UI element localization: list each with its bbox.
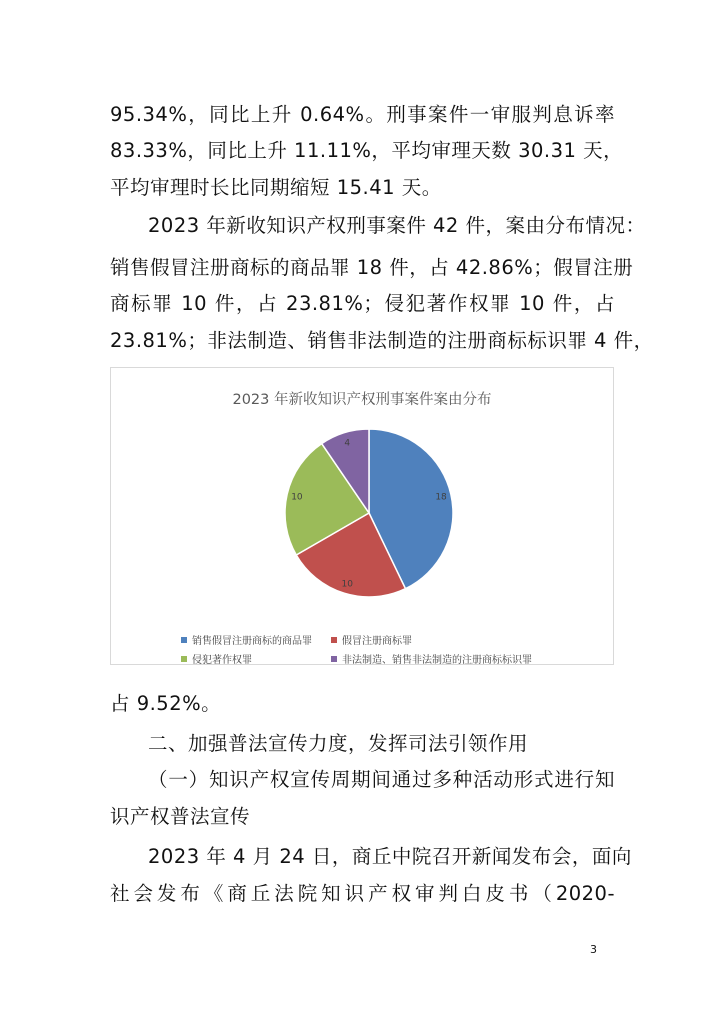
data-label: 4 bbox=[344, 438, 351, 449]
legend-label: 销售假冒注册商标的商品罪 bbox=[192, 636, 312, 647]
pie-chart-container bbox=[110, 367, 614, 665]
body-text-line: 2023 年新收知识产权刑事案件 42 件，案由分布情况： bbox=[148, 214, 646, 237]
body-text-line: 平均审理时长比同期缩短 15.41 天。 bbox=[110, 176, 442, 199]
legend-item bbox=[181, 632, 312, 647]
body-text-line: 销售假冒注册商标的商品罪 18 件，占 42.86%；假冒注册 bbox=[110, 256, 634, 279]
pie-chart bbox=[111, 368, 615, 666]
subsection-heading: 识产权普法宣传 bbox=[110, 805, 251, 828]
data-label: 10 bbox=[341, 579, 353, 590]
data-label: 10 bbox=[291, 492, 303, 503]
body-text-line: 23.81%；非法制造、销售非法制造的注册商标标识罪 4 件， bbox=[110, 329, 654, 352]
legend-label: 非法制造、销售非法制造的注册商标标识罪 bbox=[342, 655, 532, 666]
body-text-line: 95.34%，同比上升 0.64%。刑事案件一审服判息诉率 bbox=[110, 103, 615, 126]
legend-swatch bbox=[331, 637, 337, 643]
legend-label: 侵犯著作权罪 bbox=[192, 655, 252, 666]
legend-label: 假冒注册商标罪 bbox=[342, 636, 412, 647]
legend-item bbox=[331, 632, 412, 647]
body-text-line: 2023 年 4 月 24 日，商丘中院召开新闻发布会，面向 bbox=[148, 845, 632, 868]
body-text-line: 社会发布《商丘法院知识产权审判白皮书（2020- bbox=[110, 882, 615, 905]
legend-swatch bbox=[181, 637, 187, 643]
body-text-line: 商标罪 10 件，占 23.81%；侵犯著作权罪 10 件，占 bbox=[110, 292, 615, 315]
chart-title: 2023 年新收知识产权刑事案件案由分布 bbox=[232, 392, 492, 408]
data-label: 18 bbox=[435, 492, 447, 503]
section-heading: 二、加强普法宣传力度，发挥司法引领作用 bbox=[148, 732, 529, 755]
page-number: 3 bbox=[590, 943, 597, 956]
legend-swatch bbox=[181, 656, 187, 662]
body-text-line: 83.33%，同比上升 11.11%，平均审理天数 30.31 天， bbox=[110, 139, 624, 162]
legend-item bbox=[331, 651, 532, 666]
legend-item bbox=[181, 651, 252, 666]
body-text-line: 占 9.52%。 bbox=[110, 692, 222, 715]
legend-swatch bbox=[331, 656, 337, 662]
subsection-heading: （一）知识产权宣传周期间通过多种活动形式进行知 bbox=[148, 768, 615, 791]
